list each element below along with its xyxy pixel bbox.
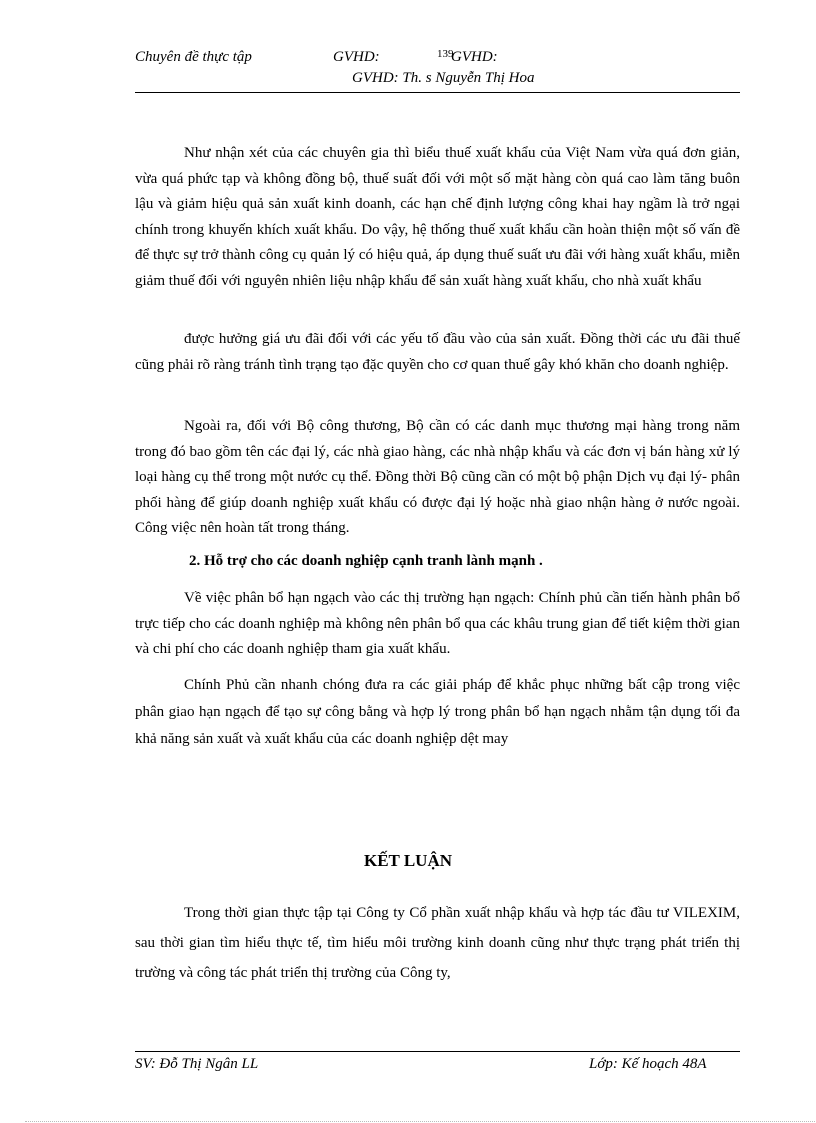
paragraph-text: Ngoài ra, đối với Bộ công thương, Bộ cần có các danh mục thương mại hàng trong năm trong đó bao gồm tên các đại lý, các nhà giao hàng, các nhà nhập khẩu và các đơn vị bán hàng xử lý loại hàng cụ thể trong một nước cụ thể. Đồng thời Bộ cũng cần có một bộ phận Dịch vụ đại lý- phân phối hàng để giúp doanh nghiệp xuất khẩu có được đại lý hoặc nhà giao nhận hàng ở nước ngoài. Công việc nên hoàn tất trong tháng. (135, 418, 740, 537)
header-supervisor: GVHD: Th. s Nguyễn Thị Hoa (352, 70, 535, 86)
paragraph-export-tax (135, 141, 740, 295)
header-rule (135, 92, 740, 93)
header-gvhd-label: GVHD: (333, 49, 380, 65)
paragraph-ministry (135, 414, 740, 542)
paragraph-text: được hưởng giá ưu đãi đối với các yếu tố đầu vào của sản xuất. Đồng thời các ưu đãi thuế cũng phải rõ ràng tránh tình trạng tạo đặc quyền cho cơ quan thuế gây khó khăn cho doanh nghiệp. (135, 331, 740, 373)
header-title: Chuyên đề thực tập (135, 49, 252, 65)
footer-class: Lớp: Kế hoạch 48A (589, 1056, 707, 1072)
page-edge-divider (25, 1121, 815, 1122)
paragraph-quota (135, 586, 740, 663)
footer-rule (135, 1051, 740, 1052)
conclusion-title: KẾT LUẬN (363, 851, 452, 870)
footer-student: SV: Đỗ Thị Ngân LL (135, 1056, 259, 1072)
paragraph-text: Chính Phủ cần nhanh chóng đưa ra các giải pháp để khắc phục những bất cập trong việc phân giao hạn ngạch để tạo sự công bằng và hợp lý trong phân bổ hạn ngạch nhằm tận dụng tối đa khả năng sản xuất và xuất khẩu của các doanh nghiệp dệt may (135, 677, 740, 747)
paragraph-text: Như nhận xét của các chuyên gia thì biểu thuế xuất khẩu của Việt Nam vừa quá đơn giản, vừa quá phức tạp và không đồng bộ, thuế suất đối với một số mặt hàng còn quá cao làm tăng buôn lậu và giảm hiệu quả sản xuất kinh doanh, các hạn chế định lượng công khai hay ngầm là trở ngại chính trong khuyến khích xuất khẩu. Do vậy, hệ thống thuế xuất khẩu cần hoàn thiện một số vấn đề để thực sự trở thành công cụ quản lý có hiệu quả, áp dụng thuế suất ưu đãi với hàng xuất khẩu, miễn giảm thuế đối với nguyên nhiên liệu nhập khẩu để sản xuất hàng xuất khẩu, cho nhà xuất khẩu (135, 145, 740, 289)
paragraph-government (135, 672, 740, 753)
paragraph-conclusion (135, 898, 740, 988)
paragraph-text: Về việc phân bổ hạn ngạch vào các thị trường hạn ngạch: Chính phủ cần tiến hành phân bổ trực tiếp cho các doanh nghiệp mà không nên phân bổ qua các khâu trung gian để tiết kiệm thời gian và chi phí cho các doanh nghiệp tham gia xuất khẩu. (135, 590, 740, 657)
section-heading: 2. Hỗ trợ cho các doanh nghiệp cạnh tranh lành mạnh . (189, 553, 543, 569)
paragraph-text: Trong thời gian thực tập tại Công ty Cổ phần xuất nhập khẩu và hợp tác đầu tư VILEXIM, sau thời gian tìm hiểu thực tế, tìm hiểu môi trường kinh doanh cũng như thực trạng phát triển thị trường và công tác phát triển thị trường của Công ty, (135, 905, 740, 981)
header-gvhd-label-2: GVHD: (451, 49, 498, 65)
page-number: 139 (437, 48, 454, 60)
paragraph-incentives (135, 327, 740, 378)
